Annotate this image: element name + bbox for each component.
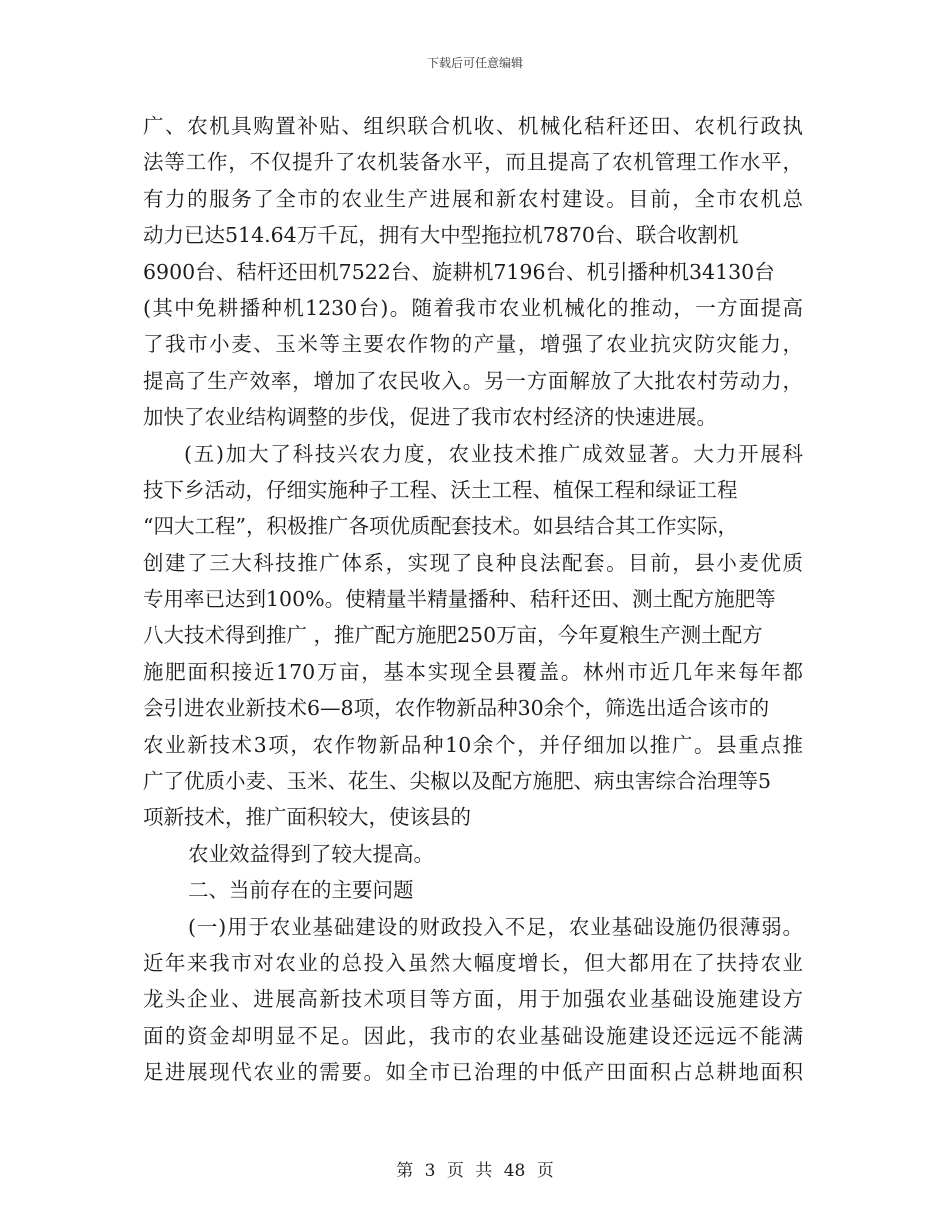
- text-line: 广了优质小麦、玉米、花生、尖椒以及配方施肥、病虫害综合治理等5: [143, 769, 772, 794]
- document-body: [143, 108, 803, 1091]
- text-line: 近年来我市对农业的总投入虽然大幅度增长，但大都用在了扶持农业: [143, 950, 803, 975]
- text-line: 法等工作，不仅提升了农机装备水平，而且提高了农机管理工作水平，: [143, 150, 803, 175]
- text-line: 动力已达514.64万千瓦，拥有大中型拖拉机7870台、联合收割机: [143, 223, 739, 248]
- section-heading: 二、当前存在的主要问题: [188, 878, 414, 903]
- page-number: 第 3 页 共 48 页: [396, 1161, 554, 1181]
- text-line: 技下乡活动，仔细实施种子工程、沃土工程、植保工程和绿证工程: [143, 477, 738, 502]
- text-line: 施肥面积接近170万亩，基本实现全县覆盖。林州市近几年来每年都: [143, 659, 803, 684]
- text-line: 有力的服务了全市的农业生产进展和新农村建设。目前，全市农机总: [143, 186, 803, 211]
- text-line: 6900台、秸杆还田机7522台、旋耕机7196台、机引播种机34130台: [143, 259, 775, 284]
- text-line: “四大工程”，积极推广各项优质配套技术。如县结合其工作实际，: [143, 514, 738, 539]
- text-line: 项新技术，推广面积较大，使该县的: [143, 805, 471, 830]
- text-line: 了我市小麦、玉米等主要农作物的产量，增强了农业抗灾防灾能力，: [143, 332, 803, 357]
- text-line: 广、农机具购置补贴、组织联合机收、机械化秸秆还田、农机行政执: [143, 114, 803, 138]
- text-line: (一)用于农业基础建设的财政投入不足，农业基础设施仍很薄弱。: [188, 914, 803, 939]
- text-line: 八大技术得到推广 ，推广配方施肥250万亩，今年夏粮生产测土配方: [143, 623, 763, 648]
- text-line: 提高了生产效率，增加了农民收入。另一方面解放了大批农村劳动力，: [143, 368, 803, 393]
- text-line: 会引进农业新技术6—8项，农作物新品种30余个，筛选出适合该市的: [143, 696, 770, 721]
- page-header: 下载后可任意编辑: [426, 56, 523, 70]
- text-line: 农业新技术3项，农作物新品种10余个，并仔细加以推广。县重点推: [143, 732, 803, 757]
- text-line: 专用率已达到100%。使精量半精量播种、秸秆还田、测土配方施肥等: [143, 587, 776, 612]
- text-line: 加快了农业结构调整的步伐，促进了我市农村经济的快速进展。: [143, 405, 717, 430]
- text-line: (五)加大了科技兴农力度，农业技术推广成效显著。大力开展科: [184, 441, 803, 466]
- text-line: 面的资金却明显不足。因此，我市的农业基础设施建设还远远不能满: [143, 1023, 803, 1048]
- text-line: 足进展现代农业的需要。如全市已治理的中低产田面积占总耕地面积: [143, 1060, 803, 1085]
- text-line: 创建了三大科技推广体系，实现了良种良法配套。目前，县小麦优质: [143, 550, 803, 575]
- text-line: (其中免耕播种机1230台)。随着我市农业机械化的推动，一方面提高: [143, 295, 803, 320]
- text-line: 农业效益得到了较大提高。: [188, 841, 434, 866]
- text-line: 龙头企业、进展高新技术项目等方面，用于加强农业基础设施建设方: [143, 987, 803, 1012]
